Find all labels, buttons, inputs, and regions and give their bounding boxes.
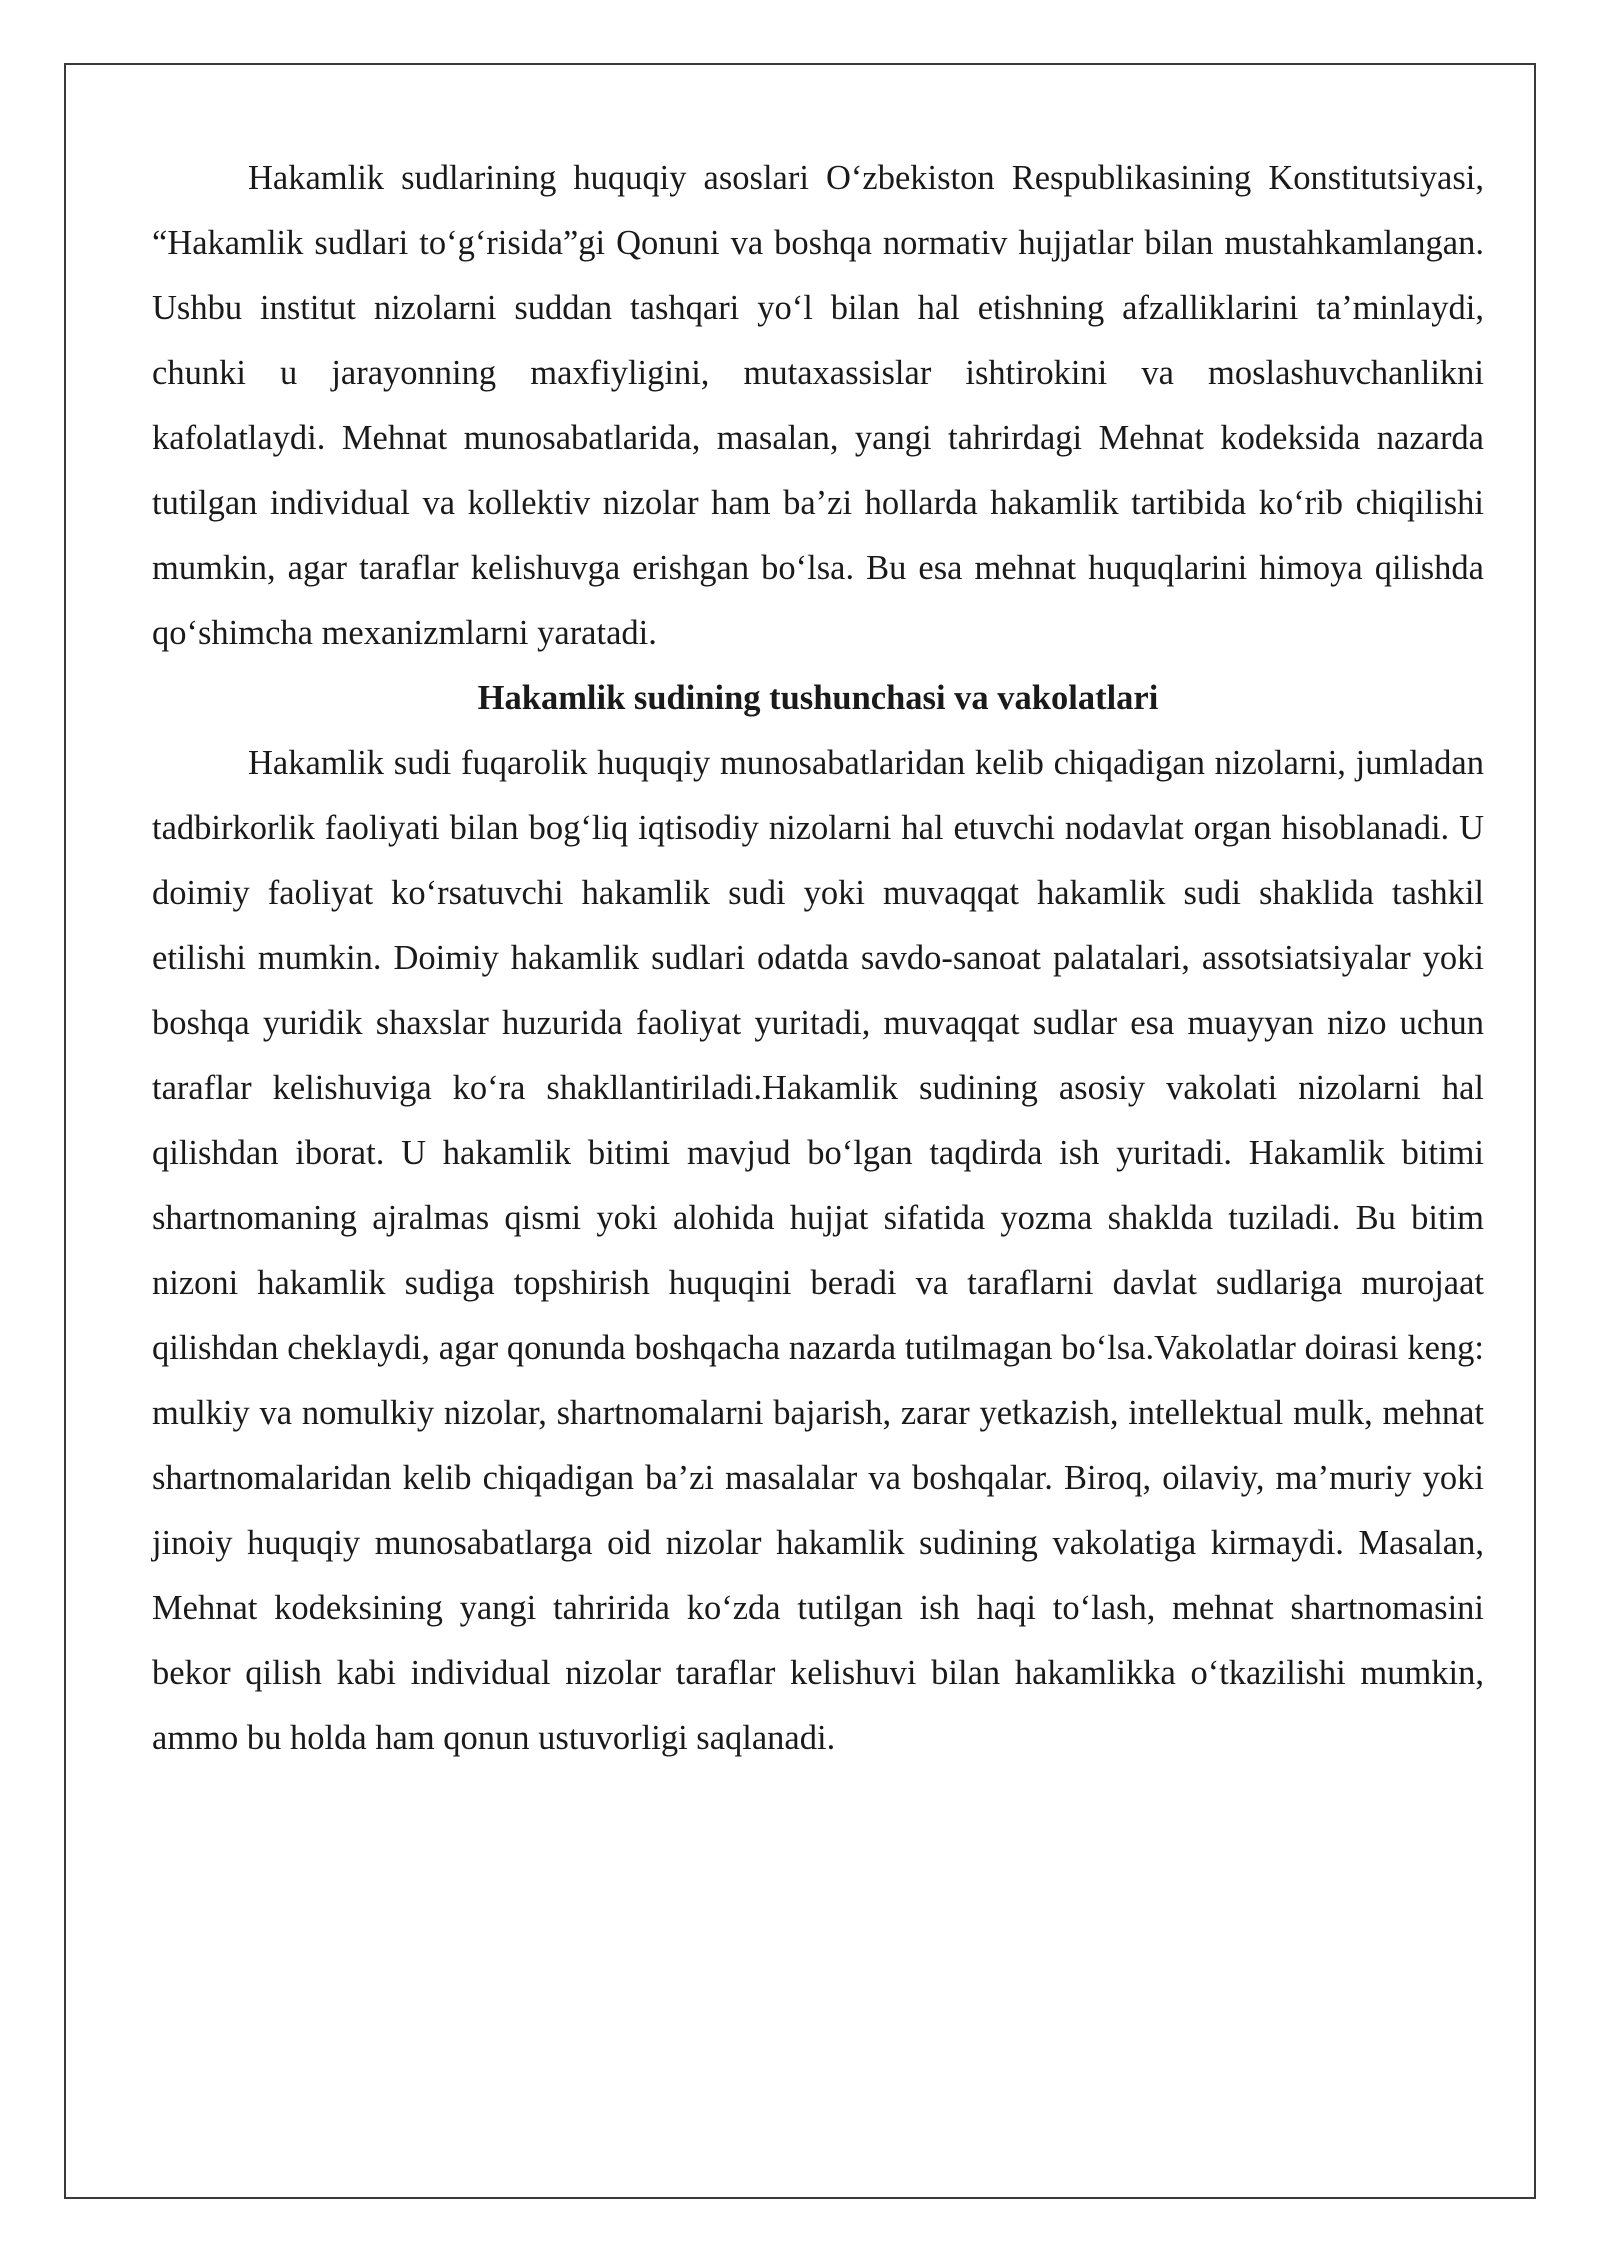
paragraph-legal-basis: Hakamlik sudlarining huquqiy asoslari O‘zbekiston Respublikasining Konstitutsiyasi, “Hakamlik sudlari to‘g‘risida”gi Qonuni va boshqa normativ hujjatlar bilan mustahkamlangan. Ushbu institut nizolarni suddan tashqari yo‘l bilan hal etishning afzalliklarini ta’minlaydi, chunki u jarayonning maxfiyligini, mutaxassislar ishtirokini va moslashuvchanlikni kafolatlaydi. Mehnat munosabatlarida, masalan, yangi tahrirdagi Mehnat kodeksida nazarda tutilgan individual va kollektiv nizolar ham ba’zi hollarda hakamlik tartibida ko‘rib chiqilishi mumkin, agar taraflar kelishuvga erishgan bo‘lsa. Bu esa mehnat huquqlarini himoya qilishda qo‘shimcha mexanizmlarni yaratadi. <box>152 159 1484 652</box>
document-body <box>152 146 1484 1771</box>
paragraph-concept-and-powers: Hakamlik sudi fuqarolik huquqiy munosabatlaridan kelib chiqadigan nizolarni, jumladan tadbirkorlik faoliyati bilan bog‘liq iqtisodiy nizolarni hal etuvchi nodavlat organ hisoblanadi. U doimiy faoliyat ko‘rsatuvchi hakamlik sudi yoki muvaqqat hakamlik sudi shaklida tashkil etilishi mumkin. Doimiy hakamlik sudlari odatda savdo-sanoat palatalari, assotsiatsiyalar yoki boshqa yuridik shaxslar huzurida faoliyat yuritadi, muvaqqat sudlar esa muayyan nizo uchun taraflar kelishuviga ko‘ra shakllantiriladi.Hakamlik sudining asosiy vakolati nizolarni hal qilishdan iborat. U hakamlik bitimi mavjud bo‘lgan taqdirda ish yuritadi. Hakamlik bitimi shartnomaning ajralmas qismi yoki alohida hujjat sifatida yozma shaklda tuziladi. Bu bitim nizoni hakamlik sudiga topshirish huquqini beradi va taraflarni davlat sudlariga murojaat qilishdan cheklaydi, agar qonunda boshqacha nazarda tutilmagan bo‘lsa.Vakolatlar doirasi keng: mulkiy va nomulkiy nizolar, shartnomalarni bajarish, zarar yetkazish, intellektual mulk, mehnat shartnomalaridan kelib chiqadigan ba’zi masalalar va boshqalar. Biroq, oilaviy, ma’muriy yoki jinoiy huquqiy munosabatlarga oid nizolar hakamlik sudining vakolatiga kirmaydi. Masalan, Mehnat kodeksining yangi tahririda ko‘zda tutilgan ish haqi to‘lash, mehnat shartnomasini bekor qilish kabi individual nizolar taraflar kelishuvi bilan hakamlikka o‘tkazilishi mumkin, ammo bu holda ham qonun ustuvorligi saqlanadi. <box>152 744 1484 1757</box>
section-heading: Hakamlik sudining tushunchasi va vakolatlari <box>477 679 1159 717</box>
